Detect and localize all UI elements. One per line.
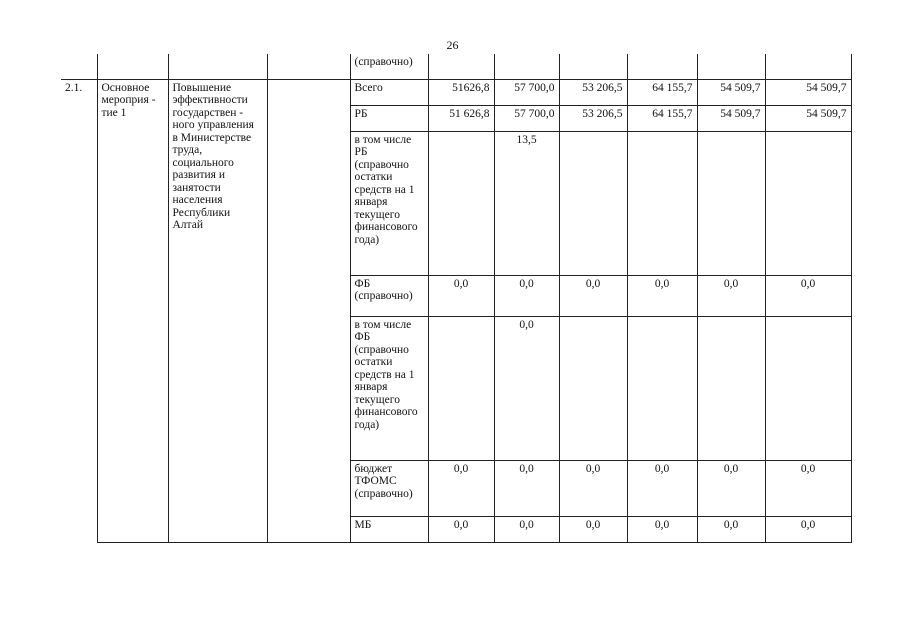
- value-cell: 0,0: [765, 460, 851, 516]
- value-cell: 0,0: [559, 275, 627, 316]
- value-cell: 0,0: [428, 275, 494, 316]
- value-cell: 0,0: [765, 275, 851, 316]
- value-cell: 0,0: [627, 460, 697, 516]
- value-cell: 54 509,7: [765, 105, 851, 131]
- value-cell: [559, 131, 627, 275]
- value-cell: 0,0: [627, 275, 697, 316]
- value-cell: 0,0: [697, 275, 765, 316]
- continued-row: [61, 54, 851, 79]
- value-cell: 57 700,0: [494, 105, 559, 131]
- source-cell: (справочно): [350, 54, 428, 79]
- source-cell: в том числе ФБ (справочно остатки средств на 1 января текущего финансового года): [350, 316, 428, 460]
- measure-executor: [267, 79, 350, 542]
- value-cell: 0,0: [494, 460, 559, 516]
- value-cell: 0,0: [494, 275, 559, 316]
- value-cell: [627, 316, 697, 460]
- value-cell: 0,0: [428, 516, 494, 542]
- measure-description: Повышение эффективности государствен - ного управления в Министерстве труда, социального развития и занятости населения Республики Алтай: [168, 79, 267, 542]
- value-cell: [697, 131, 765, 275]
- source-cell: бюджет ТФОМС (справочно): [350, 460, 428, 516]
- value-cell: [428, 316, 494, 460]
- source-cell: Всего: [350, 79, 428, 105]
- value-cell: 64 155,7: [627, 79, 697, 105]
- value-cell: 0,0: [559, 460, 627, 516]
- table-row: [61, 79, 851, 105]
- page-number: 26: [446, 38, 459, 52]
- measure-name: Основное мероприя - тие 1: [97, 79, 168, 542]
- value-cell: 0,0: [494, 316, 559, 460]
- value-cell: 51 626,8: [428, 105, 494, 131]
- value-cell: 57 700,0: [494, 79, 559, 105]
- value-cell: 0,0: [765, 516, 851, 542]
- value-cell: 51626,8: [428, 79, 494, 105]
- value-cell: 0,0: [494, 516, 559, 542]
- value-cell: 54 509,7: [697, 105, 765, 131]
- source-cell: РБ: [350, 105, 428, 131]
- value-cell: [765, 131, 851, 275]
- value-cell: 53 206,5: [559, 79, 627, 105]
- value-cell: 64 155,7: [627, 105, 697, 131]
- value-cell: [559, 316, 627, 460]
- value-cell: 54 509,7: [765, 79, 851, 105]
- value-cell: 53 206,5: [559, 105, 627, 131]
- budget-table: [61, 54, 852, 543]
- source-cell: ФБ (справочно): [350, 275, 428, 316]
- value-cell: [627, 131, 697, 275]
- value-cell: [697, 316, 765, 460]
- value-cell: 54 509,7: [697, 79, 765, 105]
- source-cell: МБ: [350, 516, 428, 542]
- value-cell: 13,5: [494, 131, 559, 275]
- measure-number: 2.1.: [61, 79, 97, 542]
- value-cell: 0,0: [428, 460, 494, 516]
- value-cell: 0,0: [697, 516, 765, 542]
- value-cell: [428, 131, 494, 275]
- value-cell: 0,0: [559, 516, 627, 542]
- value-cell: 0,0: [697, 460, 765, 516]
- source-cell: в том числе РБ (справочно остатки средств на 1 января текущего финансового года): [350, 131, 428, 275]
- value-cell: 0,0: [627, 516, 697, 542]
- value-cell: [765, 316, 851, 460]
